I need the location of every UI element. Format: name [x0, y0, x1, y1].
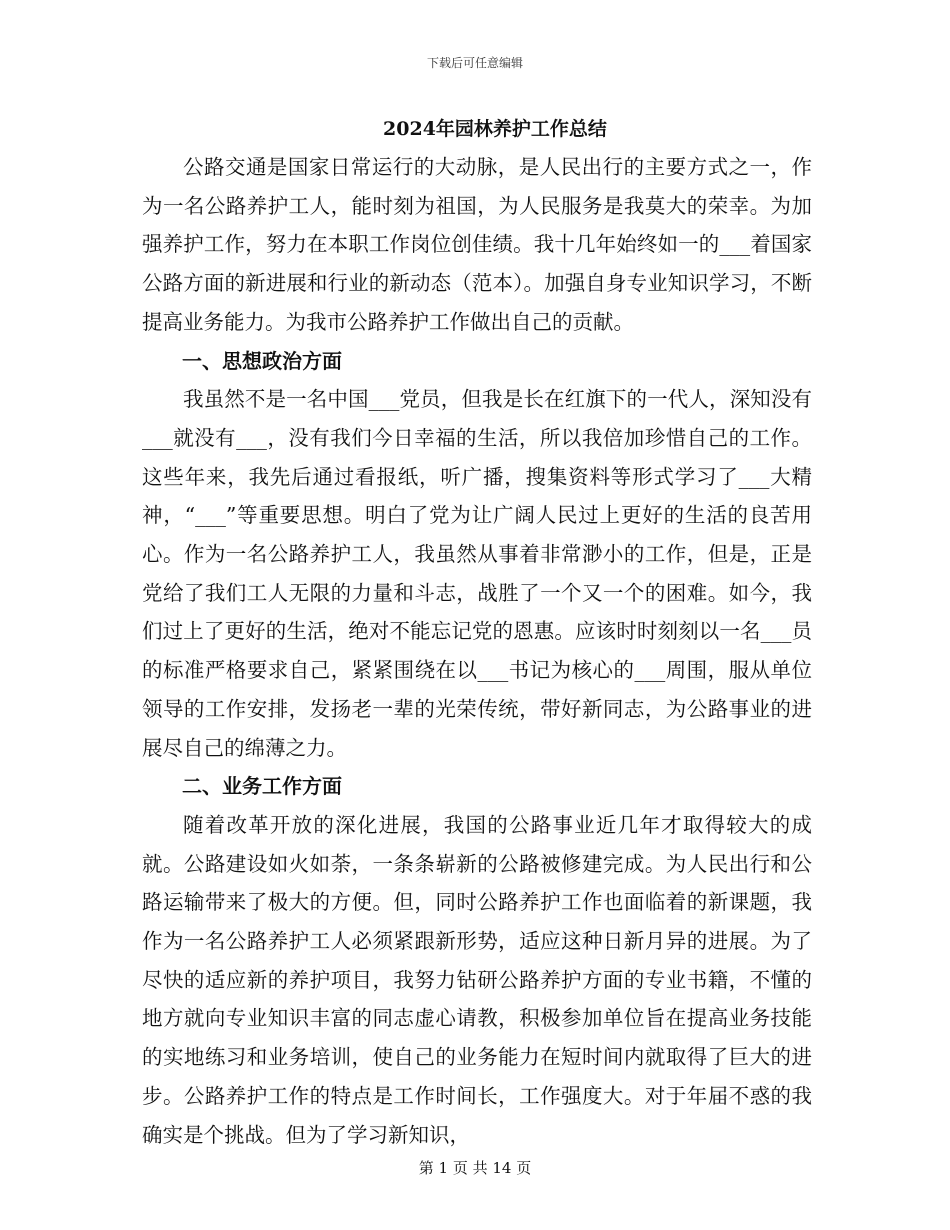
section-heading-business: 二、业务工作方面	[182, 774, 342, 799]
header-note: 下载后可任意编辑	[426, 56, 523, 70]
document-title: 2024年园林养护工作总结	[383, 118, 607, 140]
paragraph-intro: 公路交通是国家日常运行的大动脉，是人民出行的主要方式之一，作为一名公路养护工人，能时刻为祖国，为人民服务是我莫大的荣幸。为加强养护工作，努力在本职工作岗位创佳绩。我十几年始终如一的___着国家公路方面的新进展和行业的新动态（范本）。加强自身专业知识学习，不断提高业务能力。为我市公路养护工作做出自己的贡献。	[142, 155, 812, 334]
paragraph-political: 我虽然不是一名中国___党员，但我是长在红旗下的一代人，深知没有___就没有___，没有我们今日幸福的生活，所以我倍加珍惜自己的工作。这些年来，我先后通过看报纸，听广播，搜集资料等形式学习了___大精神，“___”等重要思想。明白了党为让广阔人民过上更好的生活的良苦用心。作为一名公路养护工人，我虽然从事着非常渺小的工作，但是，正是党给了我们工人无限的力量和斗志，战胜了一个又一个的困难。如今，我们过上了更好的生活，绝对不能忘记党的恩惠。应该时时刻刻以一名___员的标准严格要求自己，紧紧围绕在以___书记为核心的___周围，服从单位领导的工作安排，发扬老一辈的光荣传统，带好新同志，为公路事业的进展尽自己的绵薄之力。	[142, 387, 812, 760]
document-body	[142, 148, 812, 1154]
page-footer: 第 1 页 共 14 页	[418, 1159, 532, 1177]
section-heading-political: 一、思想政治方面	[182, 348, 342, 373]
paragraph-business: 随着改革开放的深化进展，我国的公路事业近几年才取得较大的成就。公路建设如火如荼，一条条崭新的公路被修建完成。为人民出行和公路运输带来了极大的方便。但，同时公路养护工作也面临着的新课题，我作为一名公路养护工人必须紧跟新形势，适应这种日新月异的进展。为了尽快的适应新的养护项目，我努力钻研公路养护方面的专业书籍，不懂的地方就向专业知识丰富的同志虚心请教，积极参加单位旨在提高业务技能的实地练习和业务培训，使自己的业务能力在短时间内就取得了巨大的进步。公路养护工作的特点是工作时间长，工作强度大。对于年届不惑的我确实是个挑战。但为了学习新知识，	[142, 812, 812, 1147]
